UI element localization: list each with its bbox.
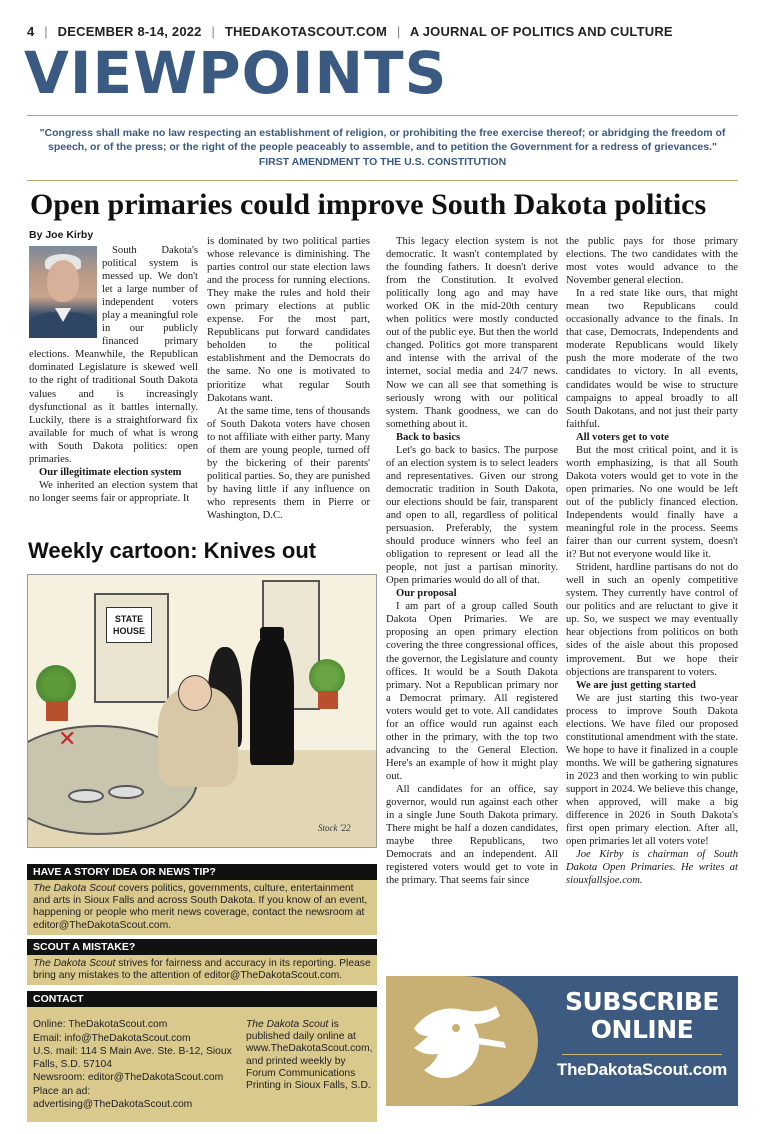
article-paragraph: the public pays for those primary elections. The two candidates with the most votes would advance to the November general election. [566, 236, 738, 287]
silhouette-figure [250, 635, 294, 765]
header-separator: | [211, 24, 216, 39]
article-headline: Open primaries could improve South Dakota politics [30, 188, 707, 221]
door-illustration [94, 593, 169, 703]
subhead: Our proposal [396, 588, 457, 600]
state-house-sign: STATE HOUSE [106, 607, 152, 643]
contact-heading: CONTACT [27, 991, 377, 1007]
subscribe-heading: SUBSCRIBE ONLINE [565, 987, 719, 1044]
subhead: Back to basics [396, 431, 461, 443]
divider [27, 180, 738, 181]
article-paragraph: This legacy election system is not democratic. It wasn't contemplated by the founding fathers. It doesn't derive from the Constitution. It evolved politically long ago and may have worked OK in the mid-20th century when politics were mostly conducted out of the public eye. But then the world changed. Politics got more transparent and intense with the arrival of the internet, social media and 24/7 news. Now we can all see that something is seriously wrong with our political system. Thank goodness, we can do something about it. [386, 236, 558, 430]
divider [27, 115, 738, 116]
subscribe-ad[interactable] [386, 976, 738, 1106]
article-paragraph: But the most critical point, and it is worth emphasizing, is that all South Dakota voters would get to vote in the open primaries. No one would be left out of the publicly financed election. Independents would finally have a meaningful role in the process. Seems fairer than our current system, doesn't it? But not everyone would like it. [566, 444, 738, 561]
page-number: 4 [27, 24, 35, 39]
site-name: THEDAKOTASCOUT.COM [224, 24, 388, 39]
author-bio: Joe Kirby is chairman of South Dakota Open Primaries. He writes at siouxfallsjoe.com. [566, 849, 738, 887]
contact-advertising: Place an ad: advertising@TheDakotaScout.com [33, 1085, 193, 1110]
article-paragraph: Let's go back to basics. The purpose of an election system is to select leaders and representatives. Given our strong democratic tradition in South Dakota, our elections should be fair, transparent and open to all, regardless of political persuasion. Preferably, the system should produce winners who feel an obligation to represent or lead all the people, not just a partisan minority. Open primaries would do all of that. [386, 444, 558, 587]
article-paragraph: South Dakota's political system is messed up. We don't let a large number of independent voters play a meaningful role in our publicly financed primary elections. Meanwhile, the Republican dominated Legislature is skewed well to the right of traditional South Dakota values and is increasingly dysfunctional as it battles internally. Luckily, there is a straightforward fix available for much of what is wrong with South Dakota politics: open primaries. [29, 245, 198, 465]
story-tip-heading: HAVE A STORY IDEA OR NEWS TIP? [27, 864, 377, 880]
article-paragraph: In a red state like ours, that might mean two Republicans could occasionally advance to the finals. In that case, Democrats, Independents and moderate Republicans would likely push the more moderate of the two candidates to victory. In all events, candidates would be wise to structure campaigns to appeal broadly to all South Dakotans, and not just their party faithful. [566, 288, 738, 430]
publication-note: The Dakota Scout is published daily online at www.TheDakotaScout.com, and printed weekly by Forum Communications Printing in Sioux Falls, S.D. [246, 1019, 373, 1092]
article-paragraph: I am part of a group called South Dakota Open Primaries. We are proposing an open primary election covering the three congressional offices, the governor, the Legislature and county offices. It would be a South Dakota primary. Not a Republican primary nor a Democrat primary. All registered voters would get to vote. All candidates for an office would run against each other in the primary, with the top two advancing to the General Election. Here's an example of how it might play out. [386, 601, 558, 782]
article-paragraph: Strident, hardline partisans do not do well in such an openly competitive system. They currently have control of our politics and are reluctant to give it up. So, we suspect we may eventually hear objections from politicos on both sides of the aisle about this proposed improvement. But we hope their objections are transparent to voters. [566, 562, 738, 678]
contact-box [27, 991, 377, 1122]
article-column-1 [29, 244, 198, 505]
subhead: All voters get to vote [576, 431, 669, 443]
byline: By Joe Kirby [29, 229, 94, 241]
contact-newsroom: Newsroom: editor@TheDakotaScout.com [33, 1072, 224, 1084]
cartoon-image [27, 574, 377, 848]
header-separator: | [396, 24, 401, 39]
mistake-text: The Dakota Scout strives for fairness and accuracy in its reporting. Please bring any mistakes to the attention of editor@TheDakotaScout.com. [27, 955, 377, 985]
article-column-3 [386, 235, 558, 887]
contact-email: Email: info@TheDakotaScout.com [33, 1032, 191, 1044]
section-title: VIEWPOINTS [24, 39, 448, 107]
issue-date: DECEMBER 8-14, 2022 [57, 24, 202, 39]
quote-source: FIRST AMENDMENT TO THE U.S. CONSTITUTION [258, 156, 507, 168]
article-paragraph: We are just starting this two-year process to improve South Dakota elections. We have filed our proposed constitutional amendment with the state. We hope to have it finalized in a couple months. We will be gathering signatures in 2023 and then working to win public support in 2024. We believe this change, when approved, will make a big difference in 2026 in South Dakota's first open primary election. After all, open primaries let all voters vote! [566, 692, 738, 848]
x-mark-icon: ✕ [58, 727, 77, 752]
article-paragraph: is dominated by two political parties whose relevance is diminishing. The parties control our state election laws and the process for running elections. They make the rules and hold their own primary elections at public expense. For the most part, Republicans put forward candidates beholden to the political establishment and the Democrats do the same. No one is motivated to prioritize what regular South Dakotans want. [207, 236, 370, 404]
first-amendment-quote: "Congress shall make no law respecting an establishment of religion, or prohibiting the free exercise thereof; or abridging the freedom of speech, or of the press; or the right of the people peaceably to assemble, and to petition the Government for a redress of grievances." [39, 127, 726, 153]
story-tip-box [27, 864, 377, 935]
contact-mail: U.S. mail: 114 S Main Ave. Ste. B-12, Sioux Falls, S.D. 57104 [33, 1046, 232, 1070]
article-paragraph: We inherited an election system that no longer seems fair or appropriate. It [29, 479, 198, 504]
article-column-2 [207, 235, 370, 522]
article-paragraph: All candidates for an office, say governor, would run against each other in a single June South Dakota primary. There might be half a dozen candidates, maybe three Republicans, two Democrats and an independent. All registered voters would get to vote in the primary. That seems fair since [386, 783, 558, 887]
mistake-heading: SCOUT A MISTAKE? [27, 939, 377, 955]
subhead: Our illegitimate election system [39, 466, 182, 478]
story-tip-text: The Dakota Scout covers politics, governments, culture, entertainment and arts in Sioux Falls and across South Dakota. If you know of an event, happening or people who merit news coverage, contact the newsroom at editor@TheDakotaScout.com. [27, 880, 377, 935]
contact-online: Online: TheDakotaScout.com [33, 1019, 168, 1030]
tagline: A JOURNAL OF POLITICS AND CULTURE [409, 24, 673, 39]
scout-logo-icon [404, 998, 514, 1084]
artist-signature: Stock '22 [318, 823, 351, 833]
subhead: We are just getting started [576, 679, 696, 691]
article-paragraph: At the same time, tens of thousands of South Dakota voters have chosen to not affiliate with either party. Many of them are young people, turned off by the bickering of their parents' political parties. So, they are punished by having little if any influence on who represents them in Pierre or Washington, D.C. [207, 405, 370, 521]
header-separator: | [44, 24, 48, 39]
cartoon-title: Weekly cartoon: Knives out [28, 538, 317, 563]
article-column-4 [566, 235, 738, 887]
subscribe-url[interactable]: TheDakotaScout.com [556, 1060, 728, 1079]
mistake-box [27, 939, 377, 985]
page-header-line [27, 24, 679, 39]
